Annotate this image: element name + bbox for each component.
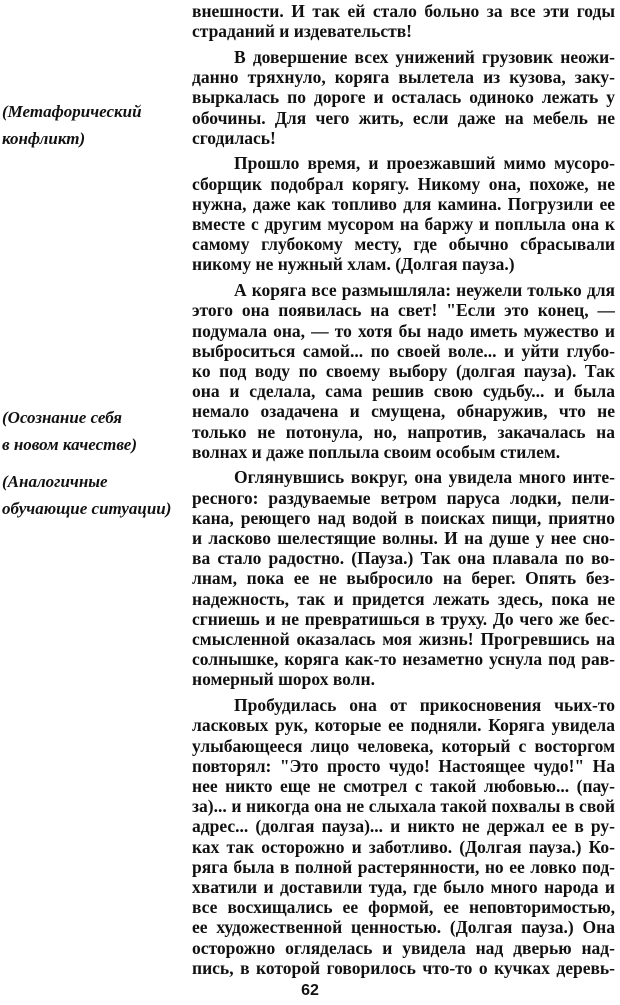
text-line: никому не нужный хлам. (Долгая пауза.) — [192, 254, 515, 275]
text-line: кана, реющего над водой в поисках пищи, приятно — [192, 507, 615, 528]
margin-note-line: конфликт) — [2, 129, 86, 148]
text-line: смысленной оказалась моя жизнь! Прогревшись на — [192, 629, 615, 649]
text-line: за)... и никогда она не слыхала такой похвалы в свой — [192, 796, 615, 817]
text-line: ко под воду по своему выбору (долгая пауза). Так — [192, 360, 615, 381]
text-line: выброситься самой... по своей воле... и уйти глубо- — [192, 340, 615, 361]
text-line: Оглянувшись вокруг, она увидела много инте- — [234, 467, 615, 488]
text-line: немало озадачена и смущена, обнаружив, что не — [192, 401, 615, 422]
margin-note-metaphoric-conflict — [2, 98, 187, 152]
text-line: лнам, пока ее не выбросило на берег. Опять без- — [192, 568, 615, 589]
text-line: ресного: раздуваемые ветром паруса лодки, пели- — [192, 487, 615, 508]
text-line: нее никто еще не смотрел с такой любовью... (пау- — [192, 775, 615, 796]
text-line: В довершение всех унижений грузовик неожи- — [234, 46, 615, 67]
text-line: ках так осторожно и заботливо. (Долгая пауза.) Ко- — [192, 836, 615, 857]
text-line: подумала она, — то хотя бы надо иметь мужество и — [192, 320, 615, 341]
text-line: номерный шорох волн. — [192, 669, 375, 690]
text-line: ласковых рук, которые ее подняли. Коряга увидела — [192, 715, 615, 736]
text-line: волнах и даже поплыла своим особым стилем. — [192, 441, 561, 462]
text-line: солнышке, коряга как-то незаметно уснула под рав- — [192, 649, 615, 670]
text-line: самому глубокому месту, где обычно сбрасывали — [192, 234, 615, 255]
text-line: улыбающееся лицо человека, который с восторгом — [192, 735, 615, 756]
margin-note-line: обучающие ситуации) — [2, 499, 172, 518]
text-line: данно тряхнуло, коряга вылетела из кузова, заку- — [192, 67, 615, 88]
text-line: ее художественной ценностью. (Долгая пауза.) Она — [192, 917, 615, 938]
text-line: этого она появилась на свет! "Если это конец, — — [192, 300, 615, 321]
margin-note-line: (Осознание себя — [2, 408, 123, 427]
margin-note-analog-situations — [2, 468, 187, 522]
text-line: обочины. Для чего жить, если даже на мебель не — [192, 107, 615, 128]
text-line: она и сделала, сама решив свою судьбу... и была — [192, 381, 615, 402]
text-line: надежность, так и придется лежать здесь, пока не — [192, 588, 615, 609]
text-line: адрес... (долгая пауза)... и никто не держал ее в ру- — [192, 816, 615, 837]
text-line: повторял: "Это просто чудо! Настоящее чудо!" На — [192, 755, 615, 776]
text-line: страданий и издевательств! — [192, 21, 412, 42]
text-line: осторожно огляделась и увидела над дверью над- — [192, 937, 615, 958]
margin-note-line: (Аналогичные — [2, 472, 108, 491]
text-line: вместе с другим мусором на баржу и поплыла она к — [192, 214, 615, 234]
text-line: ва стало радостно. (Пауза.) Так она плавала по во- — [192, 548, 615, 569]
margin-note-new-quality — [2, 404, 187, 458]
text-line: все восхищались ее формой, ее неповторимостью, — [192, 897, 615, 918]
text-line: пись, в которой говорилось что-то о кучках деревь- — [192, 957, 615, 978]
text-line: А коряга все размышляла: неужели только для — [234, 280, 615, 301]
text-line: только не потонула, но, напротив, закачалась на — [192, 421, 615, 442]
text-line: выркалась по дороге и осталась одиноко лежать у — [192, 87, 615, 108]
margin-note-line: в новом качестве) — [2, 435, 137, 454]
text-line: сгодилась! — [192, 127, 276, 148]
text-line: Прошло время, и проезжавший мимо мусоро- — [234, 153, 615, 174]
page-number: 62 — [301, 982, 319, 999]
text-line: сгниешь и не превратишься в труху. До чего же бес- — [192, 608, 615, 629]
text-line: и ласково шелестящие волны. И на душе у нее сно- — [192, 528, 615, 548]
text-line: нужна, даже как топливо для камина. Погрузили ее — [192, 193, 615, 214]
text-line: внешности. И так ей стало больно за все эти годы — [192, 1, 615, 21]
text-line: сборщик подобрал корягу. Никому она, похоже, не — [192, 173, 615, 194]
text-line: хватили и доставили туда, где было много народа и — [192, 876, 615, 897]
text-line: ряга была в полной растерянности, но ее ловко под- — [192, 856, 615, 877]
text-line: Пробудилась она от прикосновения чьих-то — [234, 695, 615, 716]
margin-note-line: (Метафорический — [2, 102, 142, 121]
